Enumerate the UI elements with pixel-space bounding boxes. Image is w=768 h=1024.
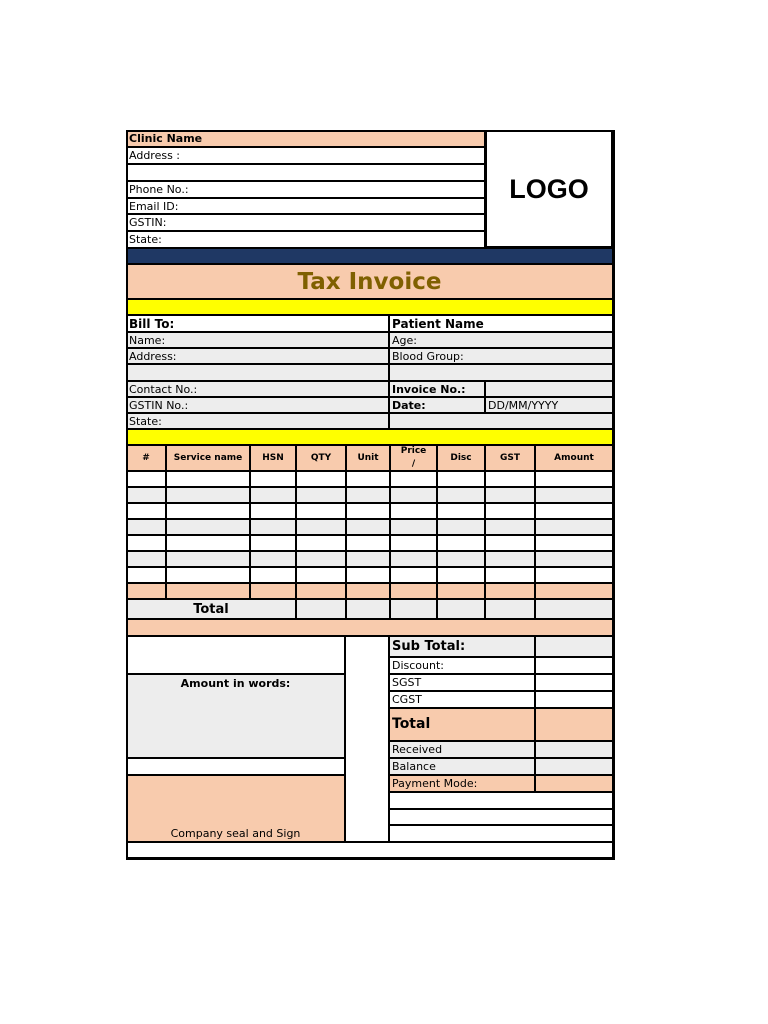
table-cell-r6-c8[interactable]	[485, 551, 535, 567]
table-cell-r4-c2[interactable]	[166, 519, 250, 535]
table-cell-r5-c4[interactable]	[296, 535, 346, 551]
table-cell-r4-c3[interactable]	[250, 519, 296, 535]
table-total-label: Total	[126, 599, 296, 619]
table-cell-r3-c1[interactable]	[126, 503, 166, 519]
patient-age: Age:	[389, 332, 613, 348]
col-header-number: #	[126, 445, 166, 471]
table-cell-r4-c6[interactable]	[390, 519, 437, 535]
col-header-hsn: HSN	[250, 445, 296, 471]
amount-in-words[interactable]	[126, 674, 345, 758]
table-cell-r4-c8[interactable]	[485, 519, 535, 535]
table-cell-r6-c5[interactable]	[346, 551, 390, 567]
table-cell-r2-c2[interactable]	[166, 487, 250, 503]
table-cell-r7-c9[interactable]	[535, 567, 613, 583]
summary-payment-mode-label: Payment Mode:	[389, 775, 535, 792]
table-total-unit	[346, 599, 390, 619]
company-seal-label: Company seal and Sign	[170, 827, 301, 840]
yellow-band-mid	[126, 429, 613, 445]
table-cell-r2-c4[interactable]	[296, 487, 346, 503]
blank-box-top	[126, 636, 345, 674]
table-cell-r6-c9[interactable]	[535, 551, 613, 567]
patient-name-heading: Patient Name	[389, 315, 613, 332]
col-header-unit: Unit	[346, 445, 390, 471]
table-cell-r5-c9[interactable]	[535, 535, 613, 551]
peach-band	[126, 619, 613, 636]
table-cell-r7-c8[interactable]	[485, 567, 535, 583]
table-cell-r5-c1[interactable]	[126, 535, 166, 551]
table-cell-r7-c1[interactable]	[126, 567, 166, 583]
summary-received-label: Received	[389, 741, 535, 758]
clinic-email: Email ID:	[126, 198, 485, 214]
summary-payment-mode-value	[535, 775, 613, 792]
date-value[interactable]: DD/MM/YYYY	[485, 397, 613, 413]
table-cell-r7-c3[interactable]	[250, 567, 296, 583]
summary-cgst-value	[535, 691, 613, 708]
summary-blank-row-2	[389, 809, 613, 825]
table-cell-r8-c8[interactable]	[485, 583, 535, 599]
table-cell-r4-c1[interactable]	[126, 519, 166, 535]
table-cell-r7-c5[interactable]	[346, 567, 390, 583]
table-cell-r8-c3[interactable]	[250, 583, 296, 599]
blank-box-mid	[126, 758, 345, 775]
table-cell-r4-c9[interactable]	[535, 519, 613, 535]
invoice-title: Tax Invoice	[126, 264, 613, 299]
table-cell-r8-c6[interactable]	[390, 583, 437, 599]
table-cell-r2-c5[interactable]	[346, 487, 390, 503]
table-cell-r1-c8[interactable]	[485, 471, 535, 487]
table-cell-r3-c6[interactable]	[390, 503, 437, 519]
table-cell-r8-c7[interactable]	[437, 583, 485, 599]
summary-balance-label: Balance	[389, 758, 535, 775]
table-cell-r3-c9[interactable]	[535, 503, 613, 519]
table-cell-r6-c3[interactable]	[250, 551, 296, 567]
bill-to-contact: Contact No.:	[126, 381, 389, 397]
table-cell-r4-c7[interactable]	[437, 519, 485, 535]
table-cell-r1-c6[interactable]	[390, 471, 437, 487]
table-cell-r8-c4[interactable]	[296, 583, 346, 599]
col-header-qty: QTY	[296, 445, 346, 471]
summary-discount-value	[535, 657, 613, 674]
invoice-no-value[interactable]	[485, 381, 613, 397]
table-cell-r3-c8[interactable]	[485, 503, 535, 519]
bill-to-state: State:	[126, 413, 389, 429]
patient-blank-row-2	[389, 413, 613, 429]
table-cell-r2-c1[interactable]	[126, 487, 166, 503]
table-cell-r3-c3[interactable]	[250, 503, 296, 519]
table-total-qty	[296, 599, 346, 619]
summary-blank-row-1	[389, 792, 613, 809]
summary-total-label: Total	[389, 708, 535, 741]
table-total-disc	[437, 599, 485, 619]
table-cell-r8-c5[interactable]	[346, 583, 390, 599]
clinic-address-line2	[126, 164, 485, 181]
table-cell-r6-c1[interactable]	[126, 551, 166, 567]
bill-to-heading: Bill To:	[126, 315, 389, 332]
table-cell-r5-c7[interactable]	[437, 535, 485, 551]
col-header-price: Price /	[390, 445, 437, 471]
table-cell-r7-c2[interactable]	[166, 567, 250, 583]
bill-to-gstin: GSTIN No.:	[126, 397, 389, 413]
navy-band	[126, 248, 613, 264]
date-label: Date:	[389, 397, 485, 413]
bill-to-address: Address:	[126, 348, 389, 364]
table-total-price	[390, 599, 437, 619]
yellow-band-top	[126, 299, 613, 315]
table-cell-r2-c3[interactable]	[250, 487, 296, 503]
table-total-gst	[485, 599, 535, 619]
summary-blank-row-3	[389, 825, 613, 842]
table-cell-r8-c2[interactable]	[166, 583, 250, 599]
table-cell-r5-c8[interactable]	[485, 535, 535, 551]
clinic-name: Clinic Name	[126, 130, 485, 147]
table-cell-r3-c7[interactable]	[437, 503, 485, 519]
table-cell-r3-c4[interactable]	[296, 503, 346, 519]
table-cell-r5-c5[interactable]	[346, 535, 390, 551]
table-cell-r5-c3[interactable]	[250, 535, 296, 551]
table-total-amount	[535, 599, 613, 619]
table-cell-r8-c9[interactable]	[535, 583, 613, 599]
summary-discount-label: Discount:	[389, 657, 535, 674]
table-cell-r7-c6[interactable]	[390, 567, 437, 583]
amount-in-words-label: Amount in words:	[180, 677, 291, 690]
footer-blank-row	[126, 842, 613, 858]
table-cell-r8-c1[interactable]	[126, 583, 166, 599]
logo: LOGO	[485, 130, 613, 248]
table-cell-r6-c7[interactable]	[437, 551, 485, 567]
clinic-address: Address :	[126, 147, 485, 164]
patient-blank-row	[389, 364, 613, 381]
summary-subtotal-value	[535, 636, 613, 657]
table-cell-r3-c5[interactable]	[346, 503, 390, 519]
table-cell-r1-c7[interactable]	[437, 471, 485, 487]
summary-total-value	[535, 708, 613, 741]
bill-to-name: Name:	[126, 332, 389, 348]
table-cell-r1-c5[interactable]	[346, 471, 390, 487]
table-cell-r2-c8[interactable]	[485, 487, 535, 503]
table-cell-r6-c2[interactable]	[166, 551, 250, 567]
table-cell-r7-c4[interactable]	[296, 567, 346, 583]
table-cell-r1-c1[interactable]	[126, 471, 166, 487]
clinic-state: State:	[126, 231, 485, 248]
table-cell-r6-c6[interactable]	[390, 551, 437, 567]
clinic-gstin: GSTIN:	[126, 214, 485, 231]
col-header-disc: Disc	[437, 445, 485, 471]
table-cell-r5-c2[interactable]	[166, 535, 250, 551]
summary-sgst-value	[535, 674, 613, 691]
col-header-gst: GST	[485, 445, 535, 471]
col-header-service-name: Service name	[166, 445, 250, 471]
col-header-amount: Amount	[535, 445, 613, 471]
table-cell-r2-c6[interactable]	[390, 487, 437, 503]
table-cell-r5-c6[interactable]	[390, 535, 437, 551]
table-cell-r7-c7[interactable]	[437, 567, 485, 583]
table-cell-r1-c9[interactable]	[535, 471, 613, 487]
table-cell-r2-c7[interactable]	[437, 487, 485, 503]
table-cell-r2-c9[interactable]	[535, 487, 613, 503]
patient-blood-group: Blood Group:	[389, 348, 613, 364]
invoice-no-label: Invoice No.:	[389, 381, 485, 397]
summary-received-value	[535, 741, 613, 758]
table-cell-r1-c3[interactable]	[250, 471, 296, 487]
table-cell-r1-c4[interactable]	[296, 471, 346, 487]
clinic-phone: Phone No.:	[126, 181, 485, 198]
table-cell-r3-c2[interactable]	[166, 503, 250, 519]
table-cell-r4-c5[interactable]	[346, 519, 390, 535]
summary-sgst-label: SGST	[389, 674, 535, 691]
table-cell-r1-c2[interactable]	[166, 471, 250, 487]
summary-cgst-label: CGST	[389, 691, 535, 708]
bill-to-address-line2	[126, 364, 389, 381]
summary-subtotal-label: Sub Total:	[389, 636, 535, 657]
summary-balance-value	[535, 758, 613, 775]
spacer-column	[345, 636, 389, 842]
table-cell-r6-c4[interactable]	[296, 551, 346, 567]
table-cell-r4-c4[interactable]	[296, 519, 346, 535]
company-seal-area	[126, 775, 345, 842]
